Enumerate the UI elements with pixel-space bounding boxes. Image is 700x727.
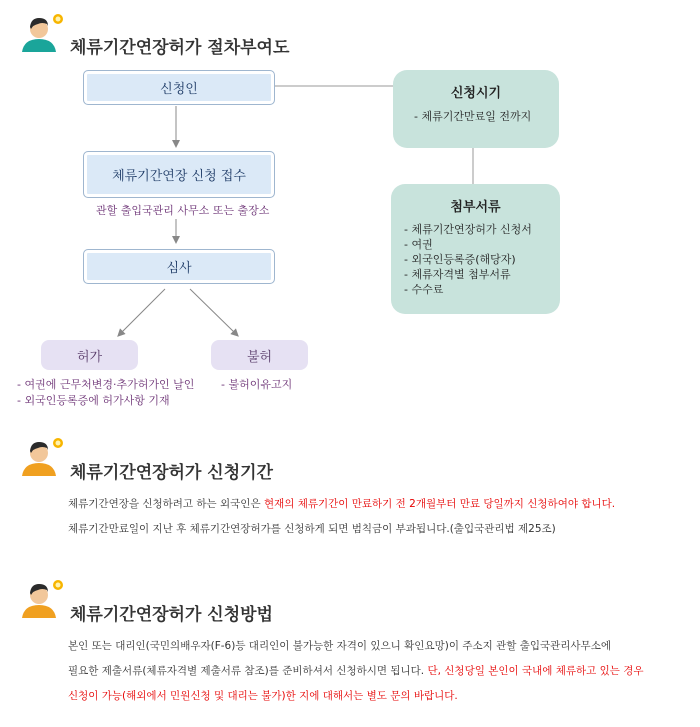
period-line-1 <box>68 496 615 511</box>
section-title-procedure: 체류기간연장허가 절차부여도 <box>70 38 290 58</box>
flow-step-review: 심사 <box>83 249 275 284</box>
method-line-2-text: 필요한 제출서류(체류자격별 제출서류 참조)를 준비하셔서 신청하시면 됩니다. <box>68 665 428 677</box>
timing-item: - 체류기간만료일 전까지 <box>414 110 532 123</box>
reject-items <box>221 377 292 393</box>
documents-list <box>391 222 560 297</box>
documents-title: 첨부서류 <box>450 200 501 215</box>
approve-items <box>17 377 194 409</box>
approve-item: - 외국인등록증에 허가사항 기재 <box>17 394 170 407</box>
approve-item: - 여권에 근무처변경·추가허가인 날인 <box>17 378 195 391</box>
period-line-1-highlight: 현재의 체류기간이 만료하기 전 2개월부터 만료 당일까지 신청하여야 합니다. <box>263 498 616 510</box>
flow-step-submission: 체류기간연장 신청 접수 <box>83 151 275 198</box>
document-item: - 체류자격별 첨부서류 <box>404 268 511 281</box>
arrow-step3-reject <box>190 289 236 334</box>
document-item: - 외국인등록증(해당자) <box>404 253 516 266</box>
timing-title: 신청시기 <box>450 86 502 101</box>
arrow-step3-approve <box>120 289 165 334</box>
document-item: - 수수료 <box>404 283 444 296</box>
method-line-1: 본인 또는 대리인(국민의배우자(F-6)등 대리인이 불가능한 자격이 있으니 확인요망)이 주소지 관할 출입국관리사무소에 <box>68 640 611 652</box>
period-line-1-text: 체류기간연장을 신청하려고 하는 외국인은 <box>68 498 264 510</box>
section-title-method: 체류기간연장허가 신청방법 <box>70 605 273 625</box>
method-line-2-highlight: 단, 신청당일 본인이 국내에 체류하고 있는 경우 <box>427 665 644 677</box>
period-line-2: 체류기간만료일이 지난 후 체류기간연장허가를 신청하게 되면 범칙금이 부과됩니다.(출입국관리법 제25조) <box>68 523 556 535</box>
timing-box <box>393 70 559 148</box>
person-icon <box>20 12 64 56</box>
flow-step-applicant: 신청인 <box>83 70 275 105</box>
person-icon <box>20 578 64 622</box>
documents-box <box>391 184 560 314</box>
method-line-2 <box>68 663 644 678</box>
document-item: - 여권 <box>404 238 433 251</box>
section-title-period: 체류기간연장허가 신청기간 <box>70 463 273 483</box>
result-approve: 허가 <box>41 340 138 370</box>
person-icon <box>20 436 64 480</box>
reject-item: - 불허이유고지 <box>221 378 293 391</box>
result-reject: 불허 <box>211 340 308 370</box>
document-item: - 체류기간연장허가 신청서 <box>404 223 532 236</box>
flow-step-submission-note: 관할 출입국관리 사무소 또는 출장소 <box>96 204 270 217</box>
method-line-3: 신청이 가능(해외에서 민원신청 및 대리는 불가)한 지에 대해서는 별도 문의 바랍니다. <box>68 690 458 702</box>
